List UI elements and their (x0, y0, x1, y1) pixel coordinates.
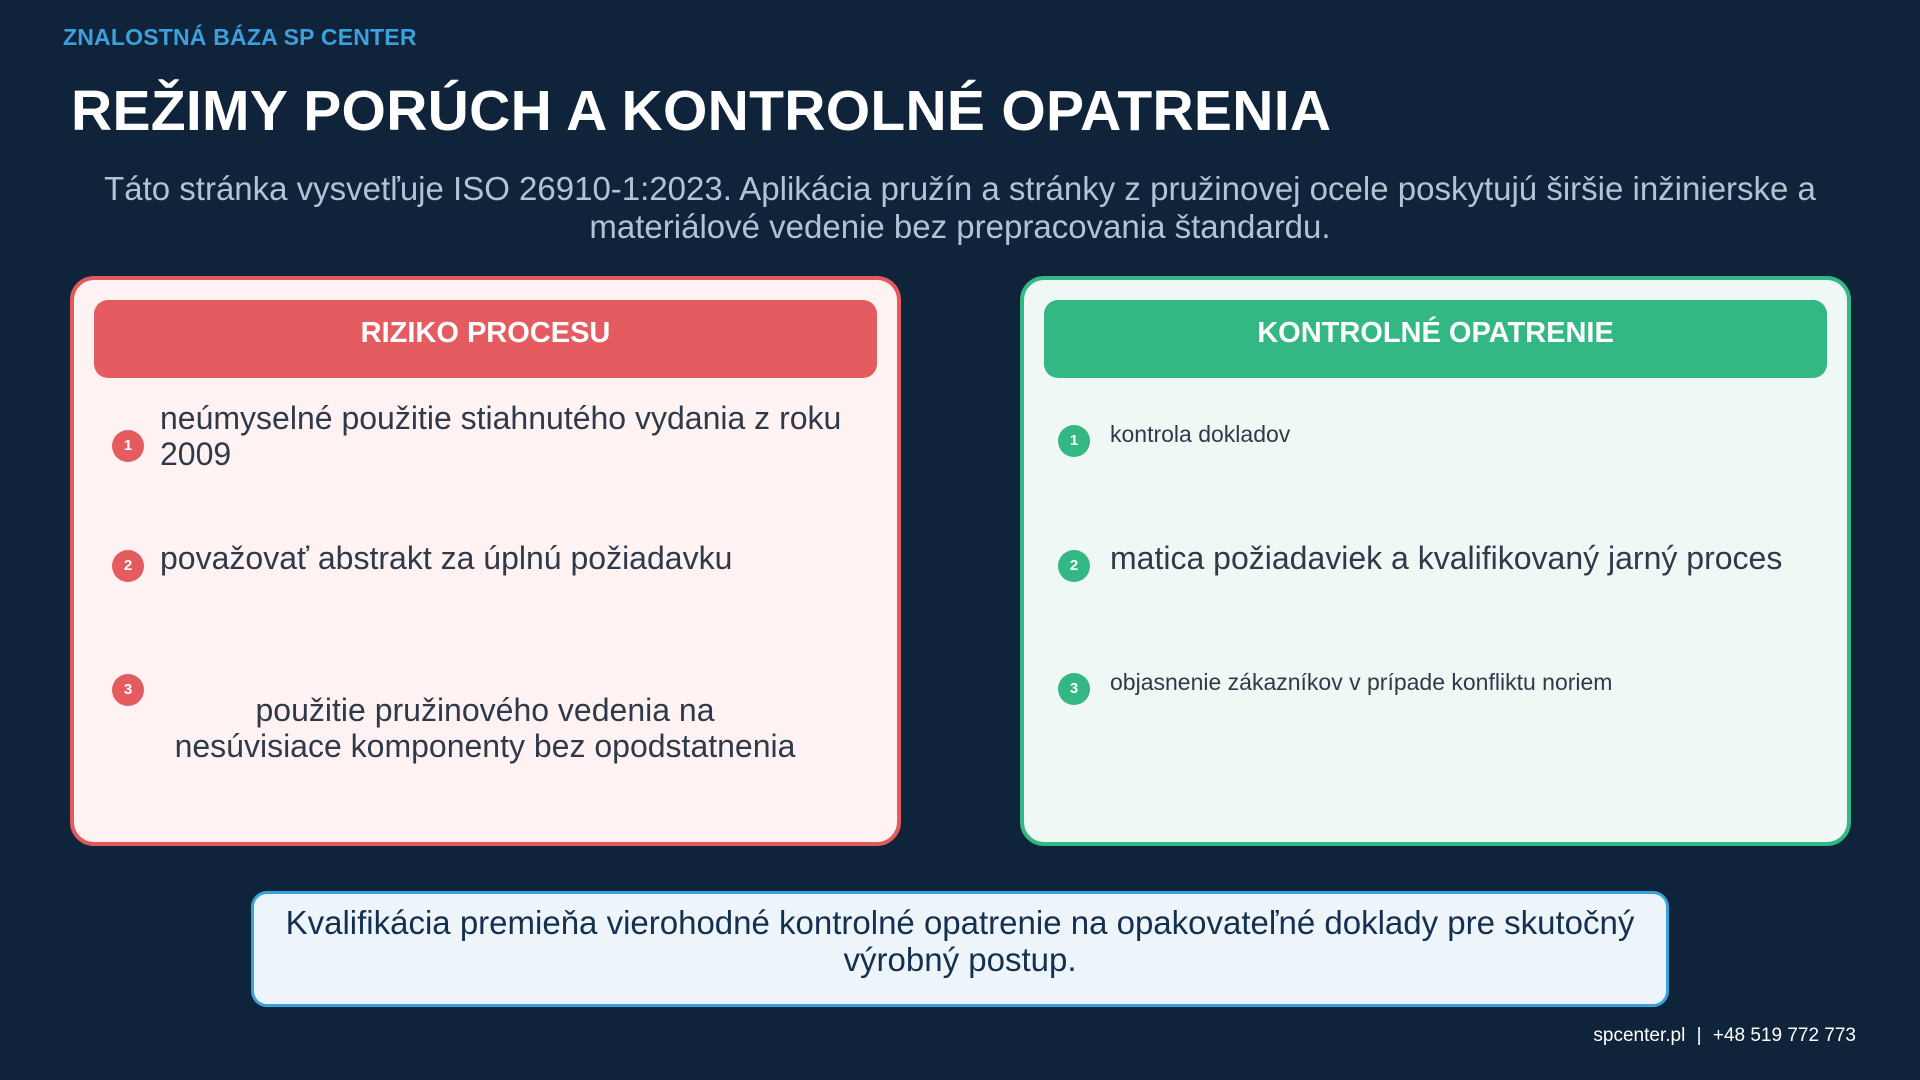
footer-contact (1593, 1025, 1856, 1047)
page-subtitle: Táto stránka vysvetľuje ISO 26910-1:2023. Aplikácia pružín a stránky z pružinovej ocele poskytujú širšie inžinierske a materiálové vedenie bez prepracovania štandardu. (104, 170, 1816, 245)
control-item-text: matica požiadaviek a kvalifikovaný jarný proces (1110, 540, 1783, 576)
footer-website: spcenter.pl (1593, 1025, 1686, 1046)
risk-item-number: 1 (112, 430, 144, 462)
control-item-text: kontrola dokladov (1110, 421, 1291, 447)
risk-item-number: 3 (112, 674, 144, 706)
brand-label: ZNALOSTNÁ BÁZA SP CENTER (63, 24, 417, 50)
risk-item-text: považovať abstrakt za úplnú požiadavku (160, 540, 733, 576)
control-item-number: 1 (1058, 425, 1090, 457)
footer-separator: | (1696, 1025, 1702, 1046)
page-title: REŽIMY PORÚCH A KONTROLNÉ OPATRENIA (71, 79, 1332, 143)
footer-phone: +48 519 772 773 (1712, 1025, 1856, 1046)
risk-panel (70, 276, 901, 846)
risk-item-text: neúmyselné použitie stiahnutého vydania z roku 2009 (160, 400, 842, 472)
risk-item-text: použitie pružinového vedenia na nesúvisiace komponenty bez opodstatnenia (174, 692, 796, 764)
summary-callout: Kvalifikácia premieňa vierohodné kontrolné opatrenie na opakovateľné doklady pre skutočný výrobný postup. (251, 891, 1669, 1007)
control-item-number: 2 (1058, 550, 1090, 582)
control-item-text: objasnenie zákazníkov v prípade konfliktu noriem (1110, 669, 1613, 695)
control-panel (1020, 276, 1851, 846)
risk-panel-header: RIZIKO PROCESU (94, 300, 877, 378)
risk-item-number: 2 (112, 550, 144, 582)
control-panel-header: KONTROLNÉ OPATRENIE (1044, 300, 1827, 378)
control-item-number: 3 (1058, 673, 1090, 705)
